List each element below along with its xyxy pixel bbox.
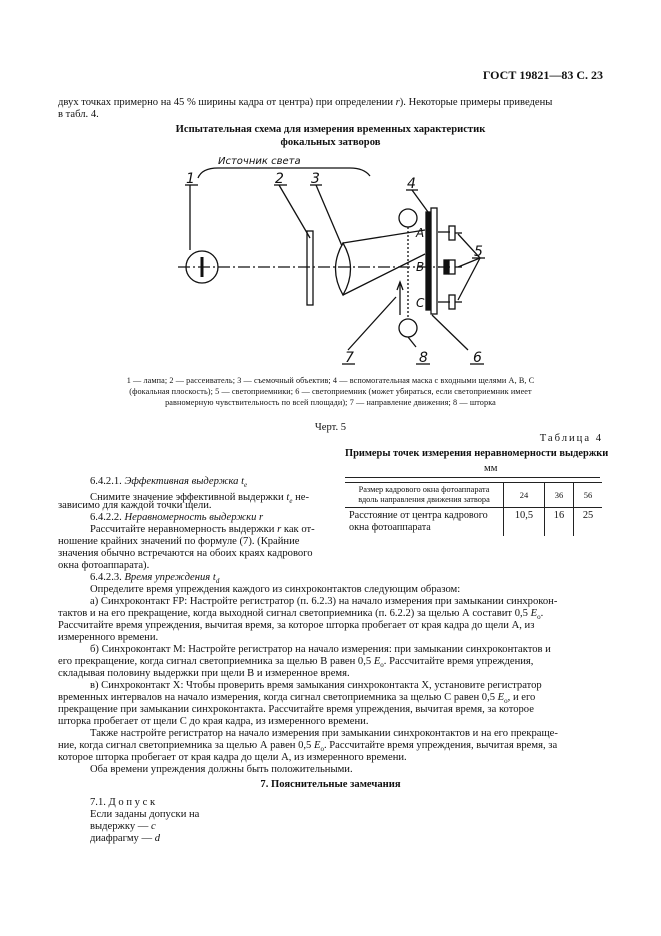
- figure-title: [0, 124, 661, 149]
- para-a-3: Рассчитайте время упреждения, вычитая время, за которое шторка пробегает от края кадра до щели А, из: [58, 620, 535, 631]
- table4-row2-header: Расстояние от центра кадрового окна фотоаппарата: [345, 508, 504, 537]
- lens: [336, 243, 351, 295]
- intro-line-1: [58, 97, 604, 110]
- para-d-3: которое шторка пробегает от края кадра до щели А, из измеренного времени.: [58, 752, 407, 763]
- para-c-3: прекращение при замыкании синхроконтакта. Рассчитайте время упреждения, вычитая время, за которое: [58, 704, 534, 715]
- caption-line-2: (фокальная плоскость); 5 — светоприемники; 6 — светоприемник (может убираться, если светоприемник имеет: [129, 387, 532, 396]
- table-row: [345, 483, 602, 508]
- para-a-4: измеренного времени.: [58, 632, 159, 643]
- table4-unit-rule: [345, 477, 600, 478]
- label-5: 5: [474, 244, 483, 260]
- caption-line-3: равномерную чувствительность по всей площади); 7 — направление движения; 8 — шторка: [165, 398, 496, 407]
- light-source-label: Источник света: [218, 156, 301, 167]
- table-row: [345, 508, 602, 537]
- figure-title-line-1: Испытательная схема для измерения временных характеристик: [175, 124, 486, 135]
- para-a-2: тактов и на его прекращение, когда выходной сигнал светоприемника (п. 6.2.2) за щелью А составит 0,5 $E_o$.: [58, 608, 544, 622]
- section7-line3: диафрагму — d: [90, 833, 161, 844]
- section7-1: 7.1. Д о п у с к: [90, 797, 156, 808]
- figure-title-line-2: фокальных затворов: [280, 136, 381, 148]
- slit-label-a: A: [416, 226, 425, 240]
- section7-line1: Если заданы допуски на: [90, 809, 200, 820]
- para-b-2: его прекращение, когда сигнал светоприемника за щелью В равен 0,5 $E_o$. Рассчитайте время упреждения,: [58, 656, 534, 670]
- section-6422-text2: ношение крайних значений по формуле (7). (Крайние: [58, 536, 300, 547]
- section-6422-text1: Рассчитайте неравномерность выдержки r как от-: [90, 524, 315, 535]
- section7-line2: выдержку — c: [90, 821, 156, 832]
- section7-title: 7. Пояснительные замечания: [260, 779, 401, 790]
- label-4: 4: [407, 176, 416, 192]
- para-b-3: складывая половину выдержки при щели В и измеренное время.: [58, 668, 350, 679]
- slit-label-c: C: [416, 296, 425, 310]
- shutter-roller-top: [399, 209, 417, 227]
- label-8: 8: [419, 350, 428, 366]
- section-6422-heading: 6.4.2.2. Неравномерность выдержки r: [90, 512, 264, 523]
- para-a-1: а) Синхроконтакт FP: Настройте регистратор (п. 6.2.3) на начало измерения при замыкании синхрокон-: [90, 596, 558, 607]
- label-2: 2: [275, 171, 284, 187]
- para-c-1: в) Синхроконтакт X: Чтобы проверить время замыкания синхроконтакта X, установите регистратор: [90, 680, 542, 691]
- photodetector-aux: [444, 260, 448, 274]
- photodetector-a: [449, 226, 455, 240]
- caption-line-1: 1 — лампа; 2 — рассеиватель; 3 — съемочный объектив; 4 — вспомогательная маска с входными щелями А, В, С: [126, 376, 535, 385]
- intro-text: двух точках примерно на 45 % ширины кадра от центра) при определении: [58, 97, 396, 108]
- table4-title: Примеры точек измерения неравномерности выдержки: [345, 448, 609, 459]
- table-cell: 16: [544, 508, 573, 537]
- section-6422-text4: окна фотоаппарата).: [58, 560, 150, 571]
- diffuser: [307, 231, 313, 305]
- para-d-1: Также настройте регистратор на начало измерения при замыкании синхроконтактов и на его прекраще-: [90, 728, 558, 739]
- shutter-roller-bottom: [399, 319, 417, 337]
- section-6421-text1: Снимите значение эффективной выдержки $t_e$ не-: [90, 491, 309, 505]
- para-e-1: Оба времени упреждения должны быть положительными.: [90, 764, 353, 775]
- intro-line-2: в табл. 4.: [58, 109, 99, 120]
- table-cell: 10,5: [504, 508, 545, 537]
- table4-row1-header: Размер кадрового окна фотоаппарата вдоль направления движения затвора: [345, 483, 504, 508]
- light-source-brace: [198, 168, 370, 178]
- table-cell: 36: [544, 483, 573, 508]
- section-6422-text3: значения обычно встречаются на обоих краях кадрового: [58, 548, 313, 559]
- table4-label: Таблица 4: [539, 433, 603, 444]
- para-c-2: временных интервалов на начало измерения, когда сигнал светоприемника за щелью С равен 0,5 $E_o$, и его: [58, 692, 536, 706]
- para-d-2: ние, когда сигнал светоприемника за щелью А равен 0,5 $E_o$. Рассчитайте время упреждения, вычитая время, за: [58, 740, 558, 754]
- label-1: 1: [186, 171, 195, 187]
- page-header: ГОСТ 19821—83 С. 23: [482, 68, 603, 82]
- label-7: 7: [345, 350, 354, 366]
- label-6: 6: [473, 350, 482, 366]
- slit-label-b: B: [416, 260, 425, 274]
- table4-unit: мм: [484, 463, 498, 474]
- table-cell: 25: [574, 508, 602, 537]
- mask: [426, 212, 430, 310]
- table4: [345, 482, 602, 536]
- test-scheme-diagram: [150, 150, 510, 375]
- intro-text-end: ). Некоторые примеры приведены: [399, 97, 553, 108]
- table-cell: 56: [574, 483, 602, 508]
- section-6423-text: Определите время упреждения каждого из синхроконтактов следующим образом:: [90, 584, 461, 595]
- table-cell: 24: [504, 483, 545, 508]
- section-6423-heading: 6.4.2.3. Время упреждения $t_d$: [90, 572, 220, 586]
- para-b-1: б) Синхроконтакт М: Настройте регистратор на начало измерения: при замыкании синхроконтактов и: [90, 644, 551, 655]
- intro-var: r: [395, 97, 400, 108]
- figure-caption: [60, 375, 601, 408]
- figure-label: Черт. 5: [314, 422, 347, 433]
- para-c-4: шторка пробегает от щели С до края кадра, из измеренного времени.: [58, 716, 369, 727]
- label-3: 3: [311, 171, 320, 187]
- focal-plane-strip: [431, 208, 437, 314]
- section-6421-text3: зависимо для каждой точки щели.: [58, 500, 212, 511]
- section-6421-heading: 6.4.2.1. Эффективная выдержка $t_e$: [90, 476, 248, 490]
